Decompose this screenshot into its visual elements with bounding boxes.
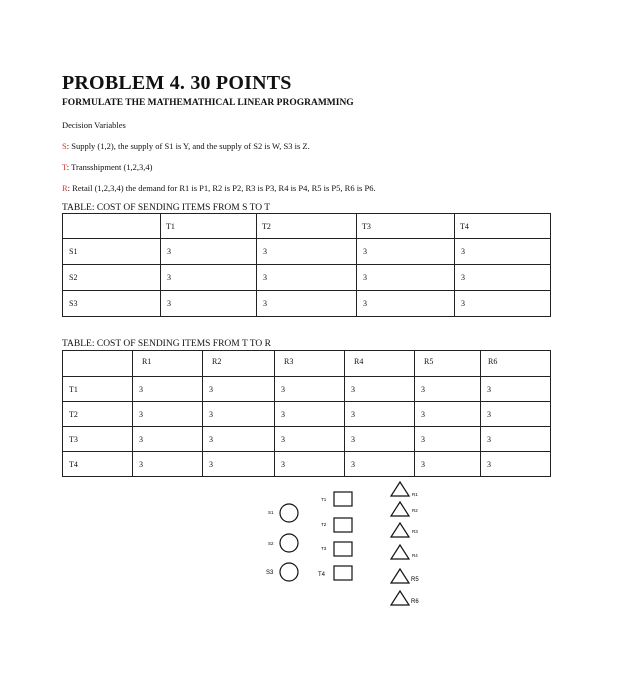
retail-node-r3 <box>391 523 409 537</box>
table2-caption: TABLE: COST OF SENDING ITEMS FROM T TO R <box>62 339 271 349</box>
retail-label-r2: R2 <box>412 508 418 513</box>
table-cell: 3 <box>481 452 551 477</box>
table-cell: 3 <box>161 265 257 291</box>
transship-node-t1 <box>334 492 352 506</box>
retail-label-r6: R6 <box>411 599 419 605</box>
supply-label-s1: S1 <box>268 510 274 515</box>
retail-node-r1 <box>391 482 409 496</box>
definition-key: T <box>62 162 67 172</box>
table-cell: 3 <box>345 427 415 452</box>
table-cell: 3 <box>415 377 481 402</box>
retail-node-r6 <box>391 591 409 605</box>
table2-header-r6: R6 <box>488 357 498 366</box>
retail-label-r3: R3 <box>412 529 418 534</box>
retail-node-r4 <box>391 545 409 559</box>
definition-key: R <box>62 183 68 193</box>
table-cell: 3 <box>275 377 345 402</box>
row-label: T2 <box>63 402 133 427</box>
table-cell: 3 <box>415 452 481 477</box>
table1-header-t2: T2 <box>262 222 271 231</box>
table-cell: 3 <box>275 452 345 477</box>
table-cell: 3 <box>257 239 357 265</box>
table-cell: 3 <box>203 427 275 452</box>
table2-header-r4: R4 <box>354 357 364 366</box>
supply-node-s3 <box>280 563 298 581</box>
definition-text: : Retail (1,2,3,4) the demand for R1 is P1, R2 is P2, R3 is P3, R4 is P4, R5 is P5, R6 is P6. <box>67 183 376 193</box>
supply-label-s3: S3 <box>266 570 274 576</box>
transship-label-t1: T1 <box>321 497 327 502</box>
definition-text: : Transshipment (1,2,3,4) <box>66 162 153 172</box>
table-cell: 3 <box>357 265 455 291</box>
table2-header-r3: R3 <box>284 357 294 366</box>
retail-label-r1: R1 <box>412 492 418 497</box>
row-label: S2 <box>63 265 161 291</box>
retail-label-r4: R4 <box>412 553 418 558</box>
supply-label-s2: S2 <box>268 541 274 546</box>
table-cell: 3 <box>481 427 551 452</box>
table-cell: 3 <box>275 402 345 427</box>
table-cell: 3 <box>481 402 551 427</box>
table-cell: 3 <box>203 402 275 427</box>
table-cell: 3 <box>415 427 481 452</box>
row-label: T3 <box>63 427 133 452</box>
table-cell: 3 <box>345 452 415 477</box>
row-label: T1 <box>63 377 133 402</box>
table-cell: 3 <box>275 427 345 452</box>
table-cell: 3 <box>357 239 455 265</box>
table-cell: 3 <box>133 377 203 402</box>
page-title: PROBLEM 4. 30 POINTS <box>62 72 292 94</box>
transship-label-t3: T3 <box>321 546 327 551</box>
table2-header-r2: R2 <box>212 357 222 366</box>
table1-header-t1: T1 <box>166 222 175 231</box>
table-cell: 3 <box>133 402 203 427</box>
page-subtitle: FORMULATE THE MATHEMATHICAL LINEAR PROGRAMMING <box>62 98 354 108</box>
table-cell: 3 <box>257 265 357 291</box>
table-cell: 3 <box>161 291 257 317</box>
table1-caption: TABLE: COST OF SENDING ITEMS FROM S TO T <box>62 203 271 213</box>
section-heading: Decision Variables <box>62 120 126 130</box>
supply-node-s2 <box>280 534 298 552</box>
table1-header-t3: T3 <box>362 222 371 231</box>
transship-node-t3 <box>334 542 352 556</box>
table1-header-t4: T4 <box>460 222 469 231</box>
table-cell: 3 <box>345 402 415 427</box>
table-cell: 3 <box>203 377 275 402</box>
retail-node-r5 <box>391 569 409 583</box>
transship-node-t4 <box>334 566 352 580</box>
table-cell: 3 <box>455 239 551 265</box>
table-cell: 3 <box>161 239 257 265</box>
table-cell: 3 <box>257 291 357 317</box>
table-cell: 3 <box>455 265 551 291</box>
retail-label-r5: R5 <box>411 577 419 583</box>
transship-label-t4: T4 <box>318 572 326 578</box>
transship-node-t2 <box>334 518 352 532</box>
row-label: T4 <box>63 452 133 477</box>
transship-label-t2: T2 <box>321 522 327 527</box>
table-cell: 3 <box>133 452 203 477</box>
table2-header-r1: R1 <box>142 357 152 366</box>
supply-node-s1 <box>280 504 298 522</box>
definition-key: S <box>62 141 67 151</box>
table-cell: 3 <box>415 402 481 427</box>
table-cell: 3 <box>455 291 551 317</box>
row-label: S3 <box>63 291 161 317</box>
table-cell: 3 <box>203 452 275 477</box>
table-cell: 3 <box>357 291 455 317</box>
table2-header-r5: R5 <box>424 357 434 366</box>
definition-text: : Supply (1,2), the supply of S1 is Y, and the supply of S2 is W, S3 is Z. <box>66 141 310 151</box>
row-label: S1 <box>63 239 161 265</box>
table-cell: 3 <box>133 427 203 452</box>
table-cell: 3 <box>481 377 551 402</box>
retail-node-r2 <box>391 502 409 516</box>
table-cell: 3 <box>345 377 415 402</box>
